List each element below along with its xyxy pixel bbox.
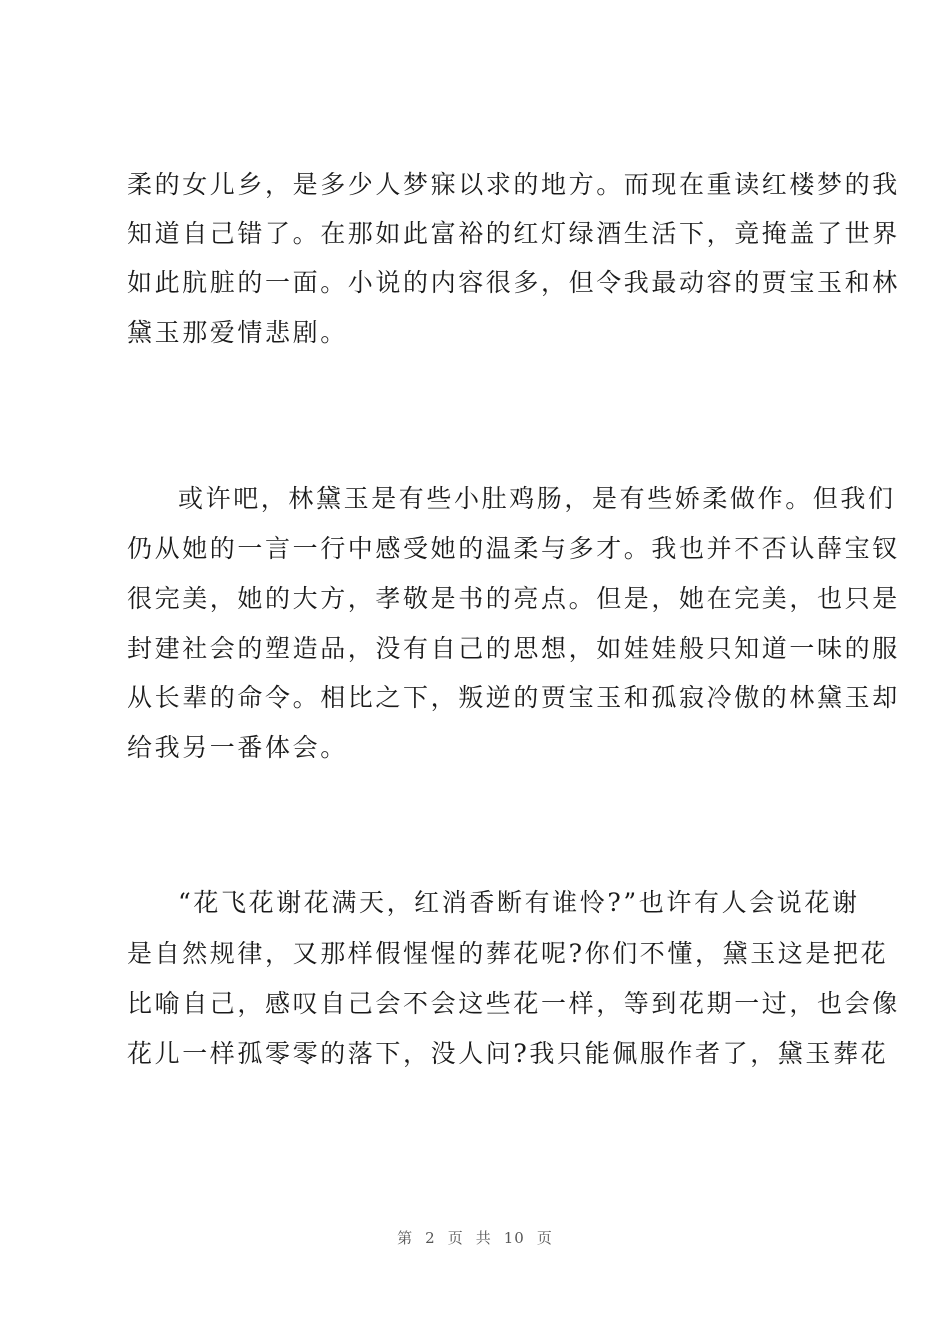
text-line-10: 给我另一番体会。 <box>127 733 348 762</box>
text-line-11: “花飞花谢花满天，红消香断有谁怜?”也许有人会说花谢 <box>178 888 860 917</box>
text-line-4: 黛玉那爱情悲剧。 <box>127 318 348 347</box>
text-line-7: 很完美，她的大方，孝敬是书的亮点。但是，她在完美，也只是 <box>127 584 900 613</box>
text-line-2: 知道自己错了。在那如此富裕的红灯绿酒生活下，竟掩盖了世界 <box>127 219 900 248</box>
footer-di: 第 <box>397 1229 414 1247</box>
text-line-6: 仍从她的一言一行中感受她的温柔与多才。我也并不否认薛宝钗 <box>127 534 900 563</box>
text-line-12: 是自然规律，又那样假惺惺的葬花呢?你们不懂，黛玉这是把花 <box>127 939 889 968</box>
footer-ye: 页 <box>447 1229 464 1247</box>
page-footer <box>0 1228 950 1248</box>
text-line-5: 或许吧，林黛玉是有些小肚鸡肠，是有些娇柔做作。但我们 <box>178 484 896 513</box>
text-line-14: 花儿一样孤零零的落下，没人问?我只能佩服作者了，黛玉葬花 <box>127 1039 889 1068</box>
text-line-13: 比喻自己，感叹自己会不会这些花一样，等到花期一过，也会像 <box>127 989 900 1018</box>
text-line-1: 柔的女儿乡，是多少人梦寐以求的地方。而现在重读红楼梦的我 <box>127 170 900 199</box>
footer-gong: 共 <box>475 1229 492 1247</box>
footer-current-page: 2 <box>425 1229 436 1247</box>
text-line-8: 封建社会的塑造品，没有自己的思想，如娃娃般只知道一味的服 <box>127 634 900 663</box>
text-line-9: 从长辈的命令。相比之下，叛逆的贾宝玉和孤寂冷傲的林黛玉却 <box>127 683 900 712</box>
text-line-3: 如此肮脏的一面。小说的内容很多，但令我最动容的贾宝玉和林 <box>127 268 900 297</box>
footer-ye-end: 页 <box>536 1229 553 1247</box>
footer-total-pages: 10 <box>503 1229 525 1247</box>
